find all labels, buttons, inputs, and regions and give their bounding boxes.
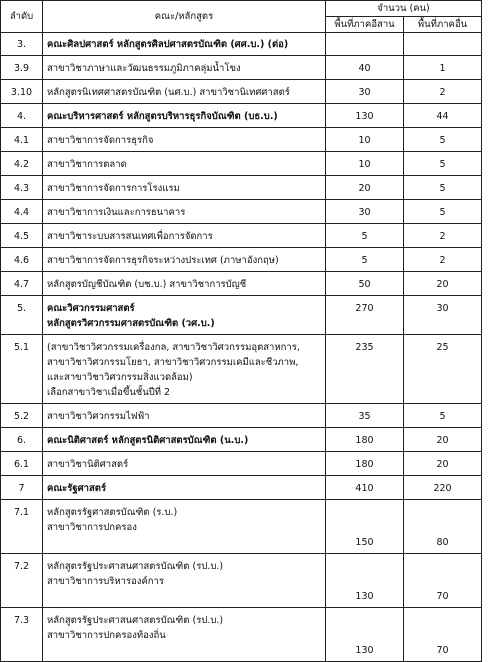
quota-other: 2 bbox=[404, 80, 482, 104]
table-row bbox=[1, 56, 482, 80]
row-number: 7 bbox=[1, 476, 43, 500]
quota-isan: 180 bbox=[326, 428, 404, 452]
program-name-line: หลักสูตรรัฐประศาสนศาสตรบัณฑิต (รป.บ.) bbox=[47, 615, 224, 626]
program-name-line: สาขาวิชาการตลาด bbox=[47, 159, 127, 170]
quota-other: 20 bbox=[404, 428, 482, 452]
program-name-line: หลักสูตรรัฐศาสตรบัณฑิต (ร.บ.) bbox=[47, 507, 178, 518]
header-isan: พื้นที่ภาคอีสาน bbox=[326, 17, 404, 33]
program-name-line: คณะศิลปศาสตร์ หลักสูตรศิลปศาสตรบัณฑิต (ศศ.บ.) (ต่อ) bbox=[47, 39, 289, 50]
quota-other: 5 bbox=[404, 128, 482, 152]
quota-other: 80 bbox=[404, 500, 482, 554]
program-name bbox=[43, 56, 326, 80]
program-name bbox=[43, 104, 326, 128]
program-name-line: หลักสูตรวิศวกรรมศาสตรบัณฑิต (วศ.บ.) bbox=[47, 318, 215, 329]
program-name bbox=[43, 224, 326, 248]
row-number: 4.4 bbox=[1, 200, 43, 224]
table-row bbox=[1, 428, 482, 452]
program-name-line: หลักสูตรรัฐประศาสนศาสตรบัณฑิต (รป.บ.) bbox=[47, 561, 224, 572]
table-row bbox=[1, 500, 482, 554]
quota-other: 5 bbox=[404, 200, 482, 224]
row-number: 6. bbox=[1, 428, 43, 452]
quota-isan: 35 bbox=[326, 404, 404, 428]
program-name bbox=[43, 248, 326, 272]
row-number: 4.5 bbox=[1, 224, 43, 248]
table-row bbox=[1, 224, 482, 248]
program-name bbox=[43, 608, 326, 662]
program-name-line: สาขาวิชานิติศาสตร์ bbox=[47, 459, 129, 470]
quota-isan: 130 bbox=[326, 608, 404, 662]
program-name-line: สาขาวิชาภาษาและวัฒนธรรมภูมิภาคลุ่มน้ำโขง bbox=[47, 63, 241, 74]
quota-isan: 30 bbox=[326, 200, 404, 224]
row-number: 3.10 bbox=[1, 80, 43, 104]
row-number: 6.1 bbox=[1, 452, 43, 476]
table-row bbox=[1, 176, 482, 200]
quota-isan bbox=[326, 33, 404, 56]
program-name-line: สาขาวิชาการปกครอง bbox=[47, 522, 137, 533]
quota-other: 70 bbox=[404, 608, 482, 662]
program-name-line: สาขาวิชาระบบสารสนเทศเพื่อการจัดการ bbox=[47, 231, 213, 242]
quota-isan: 410 bbox=[326, 476, 404, 500]
table-row bbox=[1, 104, 482, 128]
program-name-line: คณะนิติศาสตร์ หลักสูตรนิติศาสตรบัณฑิต (น.บ.) bbox=[47, 435, 249, 446]
program-name bbox=[43, 33, 326, 56]
quota-isan: 130 bbox=[326, 554, 404, 608]
quota-other: 1 bbox=[404, 56, 482, 80]
program-name-line: สาขาวิชาการจัดการธุรกิจระหว่างประเทศ (ภาษาอังกฤษ) bbox=[47, 255, 279, 266]
row-number: 4.2 bbox=[1, 152, 43, 176]
quota-isan: 10 bbox=[326, 128, 404, 152]
program-name-line: และสาขาวิชาวิศวกรรมสิ่งแวดล้อม) bbox=[47, 372, 193, 383]
quota-isan: 270 bbox=[326, 296, 404, 335]
quota-other: 2 bbox=[404, 248, 482, 272]
program-name bbox=[43, 452, 326, 476]
table-row bbox=[1, 272, 482, 296]
program-name-line: (สาขาวิชาวิศวกรรมเครื่องกล, สาขาวิชาวิศวกรรมอุตสาหการ, bbox=[47, 342, 300, 353]
header-no: ลำดับ bbox=[1, 1, 43, 33]
quota-other: 44 bbox=[404, 104, 482, 128]
row-number: 7.2 bbox=[1, 554, 43, 608]
quota-other: 220 bbox=[404, 476, 482, 500]
row-number: 4.1 bbox=[1, 128, 43, 152]
table-row bbox=[1, 608, 482, 662]
quota-isan: 30 bbox=[326, 80, 404, 104]
program-name bbox=[43, 428, 326, 452]
table-row bbox=[1, 152, 482, 176]
program-name-line: สาขาวิชาวิศวกรรมโยธา, สาขาวิชาวิศวกรรมเคมีและชีวภาพ, bbox=[47, 357, 299, 368]
quota-isan: 5 bbox=[326, 224, 404, 248]
program-name-line: คณะรัฐศาสตร์ bbox=[47, 483, 107, 494]
program-name bbox=[43, 272, 326, 296]
row-number: 7.1 bbox=[1, 500, 43, 554]
program-name bbox=[43, 128, 326, 152]
quota-isan: 5 bbox=[326, 248, 404, 272]
program-name bbox=[43, 404, 326, 428]
program-name bbox=[43, 476, 326, 500]
table-row bbox=[1, 476, 482, 500]
row-number: 4.3 bbox=[1, 176, 43, 200]
program-name bbox=[43, 554, 326, 608]
quota-other: 5 bbox=[404, 152, 482, 176]
header-other: พื้นที่ภาคอื่น bbox=[404, 17, 482, 33]
header-count: จำนวน (คน) bbox=[326, 1, 482, 17]
quota-isan: 10 bbox=[326, 152, 404, 176]
table-row bbox=[1, 404, 482, 428]
quota-isan: 180 bbox=[326, 452, 404, 476]
row-number: 3. bbox=[1, 33, 43, 56]
quota-isan: 235 bbox=[326, 335, 404, 404]
table-body bbox=[1, 33, 482, 662]
table-row bbox=[1, 128, 482, 152]
table-row bbox=[1, 296, 482, 335]
quota-other: 5 bbox=[404, 404, 482, 428]
quota-isan: 130 bbox=[326, 104, 404, 128]
table-row bbox=[1, 33, 482, 56]
quota-other: 20 bbox=[404, 452, 482, 476]
program-name bbox=[43, 296, 326, 335]
quota-isan: 40 bbox=[326, 56, 404, 80]
quota-isan: 20 bbox=[326, 176, 404, 200]
quota-isan: 50 bbox=[326, 272, 404, 296]
program-name-line: หลักสูตรนิเทศศาสตรบัณฑิต (นศ.บ.) สาขาวิชานิเทศศาสตร์ bbox=[47, 87, 290, 98]
table-row bbox=[1, 200, 482, 224]
program-name-line: สาขาวิชาการปกครองท้องถิ่น bbox=[47, 630, 166, 641]
quota-other: 5 bbox=[404, 176, 482, 200]
program-name-line: สาขาวิชาการจัดการธุรกิจ bbox=[47, 135, 154, 146]
quota-other bbox=[404, 33, 482, 56]
program-name-line: สาขาวิชาการจัดการการโรงแรม bbox=[47, 183, 180, 194]
row-number: 4.7 bbox=[1, 272, 43, 296]
program-name-line: คณะวิศวกรรมศาสตร์ bbox=[47, 303, 135, 314]
quota-other: 25 bbox=[404, 335, 482, 404]
row-number: 5.1 bbox=[1, 335, 43, 404]
program-name bbox=[43, 176, 326, 200]
quota-other: 20 bbox=[404, 272, 482, 296]
quota-other: 2 bbox=[404, 224, 482, 248]
program-name-line: สาขาวิชาวิศวกรรมไฟฟ้า bbox=[47, 411, 150, 422]
table-row bbox=[1, 554, 482, 608]
row-number: 5. bbox=[1, 296, 43, 335]
table-row bbox=[1, 335, 482, 404]
program-name bbox=[43, 500, 326, 554]
quota-other: 70 bbox=[404, 554, 482, 608]
program-name-line: สาขาวิชาการเงินและการธนาคาร bbox=[47, 207, 186, 218]
row-number: 4.6 bbox=[1, 248, 43, 272]
row-number: 3.9 bbox=[1, 56, 43, 80]
program-name bbox=[43, 80, 326, 104]
program-name-line: หลักสูตรบัญชีบัณฑิต (บช.บ.) สาขาวิชาการบัญชี bbox=[47, 279, 247, 290]
row-number: 5.2 bbox=[1, 404, 43, 428]
quota-other: 30 bbox=[404, 296, 482, 335]
program-name bbox=[43, 335, 326, 404]
program-name bbox=[43, 200, 326, 224]
program-name bbox=[43, 152, 326, 176]
table-header-row bbox=[1, 1, 482, 17]
row-number: 7.3 bbox=[1, 608, 43, 662]
table-row bbox=[1, 80, 482, 104]
program-name-line: สาขาวิชาการบริหารองค์การ bbox=[47, 576, 164, 587]
program-name-line: คณะบริหารศาสตร์ หลักสูตรบริหารธุรกิจบัณฑิต (บธ.บ.) bbox=[47, 111, 278, 122]
table-row bbox=[1, 248, 482, 272]
row-number: 4. bbox=[1, 104, 43, 128]
quota-isan: 150 bbox=[326, 500, 404, 554]
program-name-line: เลือกสาขาวิชาเมื่อขึ้นชั้นปีที่ 2 bbox=[47, 387, 171, 398]
table-row bbox=[1, 452, 482, 476]
header-name: คณะ/หลักสูตร bbox=[43, 1, 326, 33]
